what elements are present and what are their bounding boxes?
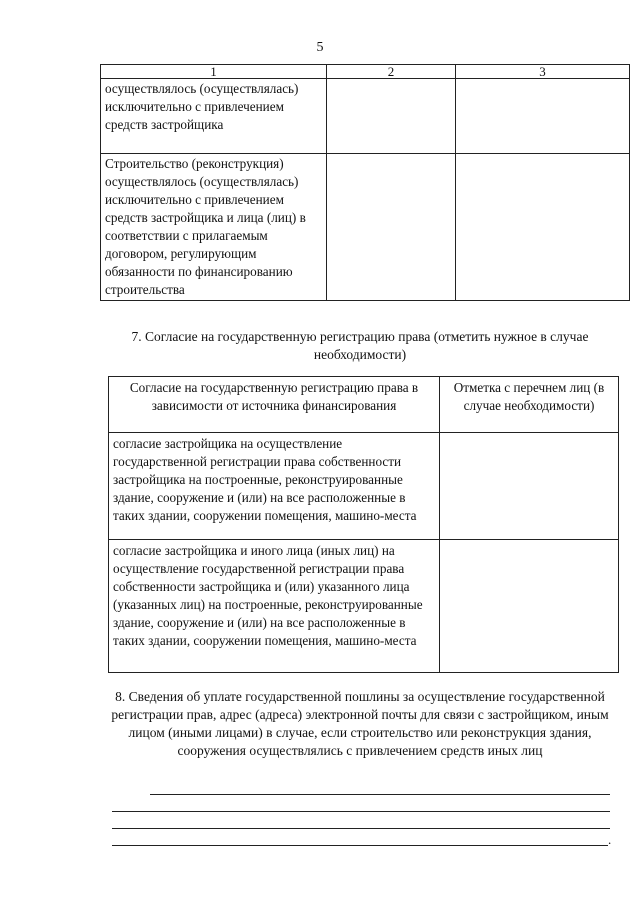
cell-column-3 [456,154,630,301]
fill-in-line-3 [112,828,610,829]
cell-mark [440,433,619,540]
trailing-period: . [608,832,612,847]
financing-source-table [100,64,630,301]
section-7-heading: 7. Согласие на государственную регистрацию права (отметить нужное в случае необходимости) [131,329,589,362]
page-number: 5 [316,40,324,55]
cell-consent-text: согласие застройщика на осуществление государственной регистрации права собственности застройщика на построенные, реконструированные здание, сооружение и (или) на все расположенные в таких здании, сооружении помещения, машино-места [109,433,440,540]
column-header-mark: Отметка с перечнем лиц (в случае необходимости) [440,377,619,433]
fill-in-line-2 [112,811,610,812]
section-8-heading: 8. Сведения об уплате государственной пошлины за осуществление государственной регистрации прав, адрес (адреса) электронной почты для связи с застройщиком, иным лицом (иными лицами) в случае, если строительство или реконструкция здания, сооружения осуществлялись с привлечением средств иных лиц [111,689,609,758]
fill-in-line-1 [150,794,610,795]
table-row [109,540,619,673]
fill-in-line-4 [112,845,608,846]
cell-column-2 [327,79,456,154]
table-header-row [101,65,630,79]
cell-description: Строительство (реконструкция) осуществлялось (осуществлялась) исключительно с привлечением средств застройщика и лица (лиц) в соответствии с прилагаемым договором, регулирующим обязанности по финансированию строительства [101,154,327,301]
column-header-1: 1 [101,65,327,79]
cell-column-2 [327,154,456,301]
column-header-3: 3 [456,65,630,79]
cell-mark [440,540,619,673]
column-header-2: 2 [327,65,456,79]
cell-column-3 [456,79,630,154]
cell-consent-text: согласие застройщика и иного лица (иных лиц) на осуществление государственной регистрации права собственности застройщика и (или) указанного лица (указанных лиц) на построенные, реконструированные здание, сооружение и (или) на все расположенные в таких здании, сооружении помещения, машино-места [109,540,440,673]
column-header-consent: Согласие на государственную регистрацию права в зависимости от источника финансирования [109,377,440,433]
table-row [101,154,630,301]
cell-description: осуществлялось (осуществлялась) исключительно с привлечением средств застройщика [101,79,327,154]
registration-consent-table [108,376,619,673]
table-row [101,79,630,154]
table-header-row [109,377,619,433]
table-row [109,433,619,540]
